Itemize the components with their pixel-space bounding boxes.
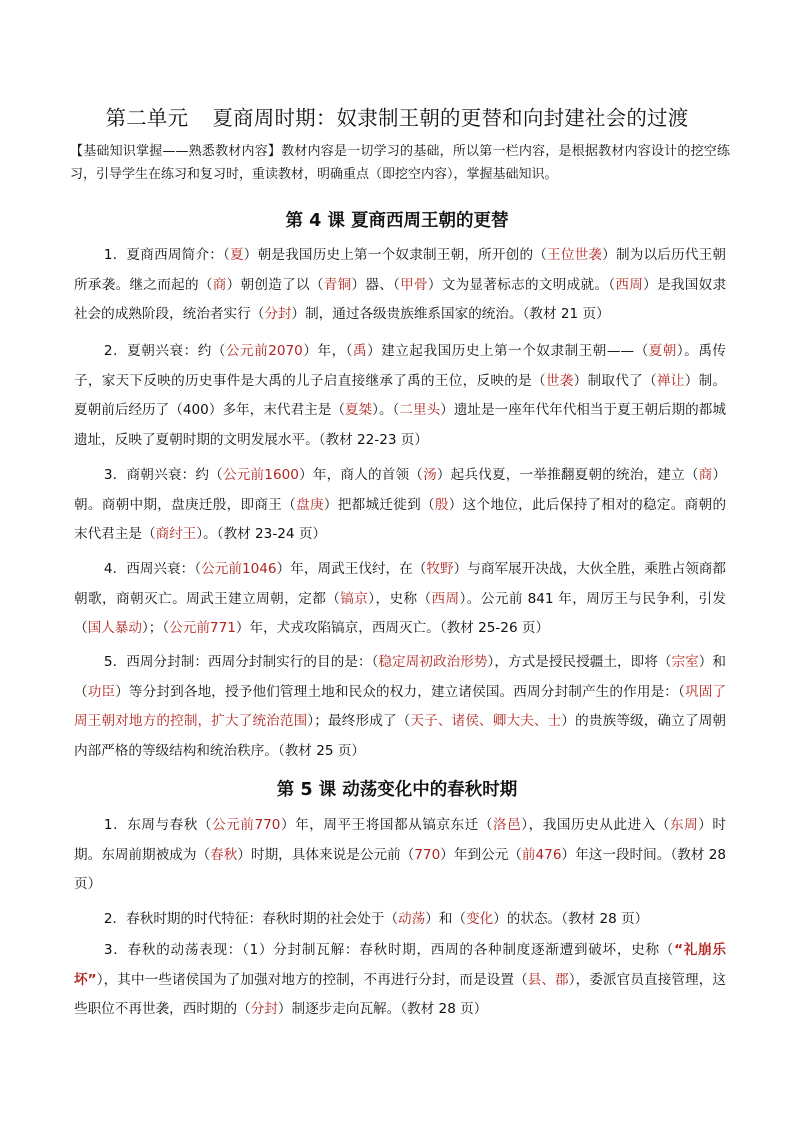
- body-text: ），我国历史从此进入（: [521, 817, 670, 833]
- body-text: ）起兵伐夏，一举推翻夏朝的统治，建立（: [436, 467, 699, 483]
- body-text: 1．东周与春秋（: [103, 817, 213, 833]
- answer-text: 商: [212, 276, 227, 293]
- answer-text: 前476: [521, 846, 562, 863]
- lesson-5-paragraph-2: [74, 905, 726, 935]
- lesson-4-paragraph-4: [74, 555, 726, 644]
- lesson-4-paragraph-1: [74, 241, 726, 330]
- answer-text: 公元前2070: [225, 343, 303, 359]
- body-text: ），委派官员直接管理，这些职位不再世袭，西时期的（: [74, 971, 727, 1017]
- body-text: ）遗址是一座年代年代相当于夏王朝后期的都城遗址，反映了夏朝时期的文明发展水平。（教材 22-23 页）: [74, 402, 726, 448]
- answer-text: 殷: [434, 496, 449, 513]
- body-text: ）。（教材 23-24 页）: [196, 526, 327, 542]
- body-text: ）的贵族等级，确立了周朝内部严格的等级结构和统治秩序。（教材 25 页）: [74, 713, 727, 759]
- body-text: ）与商军展开决战，大伙全胜，乘胜占领商都朝歌，商朝灭亡。周武王建立周朝，定都（: [74, 561, 727, 607]
- answer-text: 变化: [466, 911, 494, 927]
- body-text: ），其中一些诸侯国为了加强对地方的控制，不再进行分封，而是设置（: [96, 971, 528, 988]
- body-text: ）。（: [372, 402, 400, 418]
- answer-text: 夏桀: [344, 402, 373, 418]
- answer-text: 春秋: [210, 846, 238, 863]
- answer-text: 公元前770: [212, 817, 281, 833]
- body-text: ）年，周平王将国都从镐京东迁（: [280, 817, 494, 833]
- answer-text: 分封: [264, 306, 292, 322]
- body-text: ）的状态。（教材 28 页）: [493, 911, 649, 927]
- body-text: ）时期，具体来说是公元前（: [237, 846, 415, 863]
- unit-title-number: 第二单元: [105, 106, 189, 130]
- body-text: ）制，通过各级贵族维系国家的统治。（教材 21 页）: [291, 306, 610, 322]
- body-text: ）。公元前 841 年，周厉王与民争利，引发（: [74, 590, 727, 636]
- body-text: 1．夏商西周简介：（: [103, 247, 230, 263]
- answer-text: 国人暴动: [87, 620, 142, 636]
- answer-text: 牧野: [426, 561, 454, 577]
- answer-text: 王位世袭: [547, 247, 603, 263]
- body-text: ）年，犬戎攻陷镐京，西周灭亡。（教材 25-26 页）: [235, 620, 550, 636]
- answer-text: 功臣: [87, 683, 116, 700]
- answer-text: 动荡: [398, 911, 426, 927]
- answer-text: 镐京: [340, 590, 369, 607]
- body-text: ），方式是授民授疆土，即将（: [487, 654, 672, 670]
- answer-text: 公元前771: [169, 620, 236, 636]
- body-text: ）文为显著标志的文明成就。（: [427, 276, 616, 293]
- body-text: 5．西周分封制：西周分封制实行的目的是：（: [103, 654, 379, 670]
- body-text: ）。禹传子，家天下反映的历史事件是大禹的儿子启直接继承了禹的王位，反映的是（: [74, 343, 727, 389]
- answer-text: 汤: [423, 467, 437, 483]
- answer-text: 西周: [615, 276, 644, 293]
- body-text: ）制为以后历代王朝所承袭。继之而起的（: [74, 247, 727, 293]
- answer-text: 巩固了周王朝对地方的控制，扩大了统治范围: [74, 683, 727, 729]
- lesson-4-paragraph-5: [74, 648, 726, 766]
- body-text: ）等分封到各地，授予他们管理土地和民众的权力，建立诸侯国。西周分封制产生的作用是：（: [115, 683, 685, 700]
- answer-text: 洛邑: [493, 817, 522, 833]
- answer-text: “礼崩乐坏”: [74, 942, 727, 988]
- answer-text: 770: [414, 846, 441, 863]
- answer-text: 商: [698, 467, 713, 483]
- body-text: ）制逐步走向瓦解。（教材 28 页）: [277, 1001, 488, 1017]
- lesson-5-paragraph-1: [74, 811, 726, 900]
- body-text: 2．春秋时期的时代特征：春秋时期的社会处于（: [103, 911, 399, 927]
- body-text: ）年，（: [302, 343, 353, 359]
- body-text: ）朝。商朝中期，盘庚迁殷，即商王（: [74, 467, 727, 513]
- lesson-5-title: 第 5 课 动荡变化中的春秋时期: [276, 780, 518, 800]
- body-text: ）；（: [141, 620, 170, 636]
- unit-title-text: 夏商周时期：奴隶制王朝的更替和向封建社会的过渡: [212, 106, 689, 130]
- answer-text: 禹: [352, 343, 368, 359]
- answer-text: 公元前1046: [201, 561, 277, 577]
- lesson-4-paragraph-2: [74, 337, 726, 455]
- lesson-4-title: 第 4 课 夏商西周王朝的更替: [285, 211, 509, 231]
- answer-text: 公元前1600: [222, 467, 299, 483]
- answer-text: 世袭: [545, 372, 574, 389]
- answer-text: 夏朝: [648, 343, 677, 359]
- body-text: ）年到公元（: [440, 846, 522, 863]
- body-text: ）制取代了（: [573, 372, 657, 389]
- answer-text: 西周: [431, 590, 460, 607]
- body-text: ）把都城迁徙到（: [323, 496, 435, 513]
- body-text: ）和（: [425, 911, 466, 927]
- answer-text: 县、郡: [527, 971, 569, 988]
- body-text: 4．西周兴衰：（: [103, 561, 202, 577]
- body-text: 3．春秋的动荡表现：（1）分封制瓦解：春秋时期，西周的各种制度逐渐遭到破坏，史称（: [103, 942, 675, 958]
- body-text: ）朝创造了以（: [226, 276, 324, 293]
- answer-text: 稳定周初政治形势: [378, 654, 488, 670]
- body-text: ）这个地位，此后保持了相对的稳定。商朝的末代君主是（: [74, 496, 727, 542]
- unit-title: [0, 101, 794, 131]
- body-text: ）制。夏朝前后经历了（400）多年，末代君主是（: [74, 372, 727, 418]
- body-text: ）朝是我国历史上第一个奴隶制王朝，所开创的（: [243, 247, 548, 263]
- answer-text: 商纣王: [155, 526, 197, 542]
- answer-text: 禅让: [656, 372, 685, 389]
- answer-text: 天子、诸侯、卿大夫、士: [410, 713, 562, 729]
- answer-text: 青铜: [323, 276, 352, 293]
- body-text: ）年，商人的首领（: [298, 467, 424, 483]
- answer-text: 甲骨: [400, 276, 428, 293]
- body-text: ），史称（: [368, 590, 432, 607]
- lesson-4-paragraph-3: [74, 461, 726, 550]
- body-text: ）和（: [74, 654, 727, 700]
- body-text: ）是我国奴隶社会的成熟阶段，统治者实行（: [74, 276, 727, 322]
- body-text: ）器、（: [351, 276, 401, 293]
- answer-text: 东周: [670, 817, 699, 833]
- answer-text: 盘庚: [296, 496, 324, 513]
- body-text: ）建立起我国历史上第一个奴隶制王朝——（: [367, 343, 649, 359]
- body-text: 2．夏朝兴衰：约（: [103, 343, 226, 359]
- answer-text: 宗室: [671, 654, 699, 670]
- body-text: ）年，周武王伐纣，在（: [276, 561, 427, 577]
- body-text: ）；最终形成了（: [307, 713, 411, 729]
- answer-text: 夏: [230, 247, 244, 263]
- body-text: 3．商朝兴衰：约（: [103, 467, 223, 483]
- intro-paragraph: 【基础知识掌握——熟悉教材内容】教材内容是一切学习的基础，所以第一栏内容，是根据教材内容设计的挖空练习，引导学生在练习和复习时，重读教材，明确重点（即挖空内容），掌握基础知识。: [70, 144, 730, 182]
- body-text: ）年这一段时间。（教材 28 页）: [74, 846, 727, 892]
- lesson-5-paragraph-3: [74, 936, 726, 1025]
- answer-text: 分封: [250, 1001, 278, 1017]
- body-text: ）时期。东周前期被成为（: [74, 817, 727, 863]
- answer-text: 二里头: [399, 402, 441, 418]
